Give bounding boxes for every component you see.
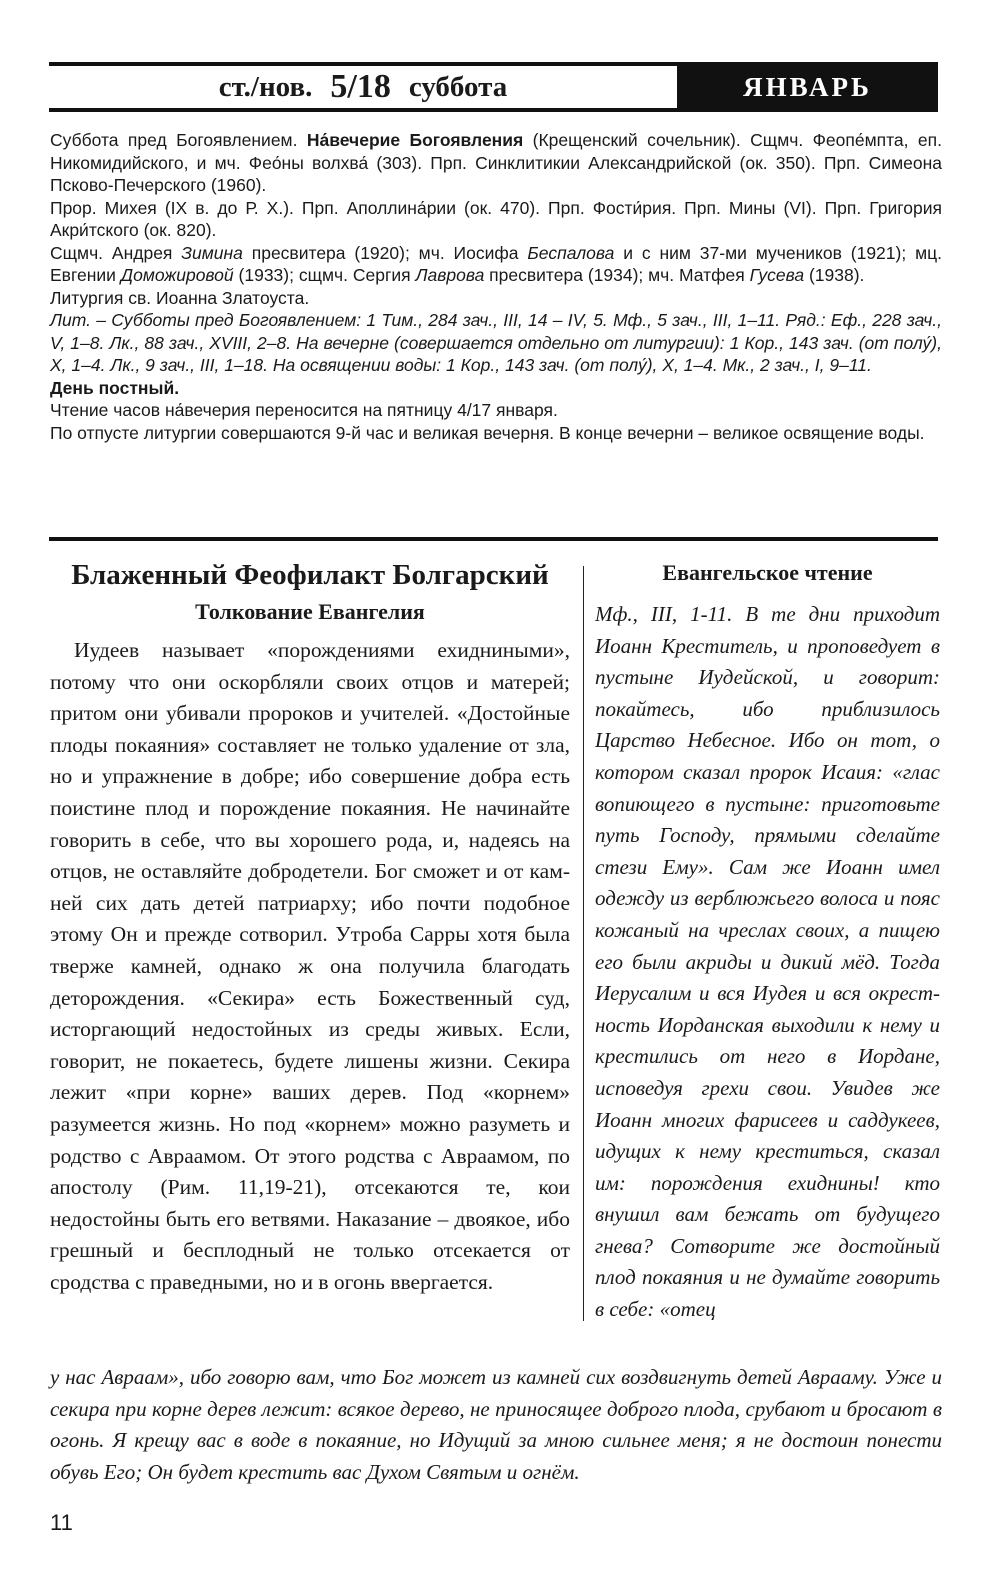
info-paragraph: Литургия св. Иоанна Златоуста.	[50, 287, 310, 308]
column-divider	[583, 566, 584, 1321]
commentary-subtitle: Толкование Евангелия	[195, 599, 425, 624]
gospel-title: Евангельское чтение	[662, 560, 873, 585]
header-weekday: суббота	[408, 70, 508, 103]
header-date-block	[49, 66, 677, 108]
fast-day-label: День постный.	[50, 377, 180, 398]
readings-paragraph: Лит. – Субботы пред Богоявлением: 1 Тим., 284 зач., III, 14 – IV, 5. Мф., 5 зач., III, 1–11. Ряд.: Еф., 228 зач., V, 1–8. Лк., 88 зач., XVIII, 2–8. На вечерне (совершается отдельно от литургии): 1 Кор., 143 зач. (от полу́), X, 1–4. Лк., 9 зач., III, 1–18. На освящении воды: 1 Кор., 143 зач. (от полу́), X, 1–4. Мк., 2 зач., I, 9–11.	[50, 310, 942, 375]
page-number: 11	[50, 1510, 73, 1535]
info-paragraph: Прор. Михея (IX в. до Р. Х.). Прп. Аполлина́рии (ок. 470). Прп. Фости́рия. Прп. Мины (VI). Прп. Григория Акри́тского (ок. 820).	[50, 197, 942, 240]
gospel-column	[595, 555, 940, 1326]
gospel-text-continued: у нас Авраам», ибо говорю вам, что Бог может из камней сих воздвигнуть детей Аврааму. Уже и секира при корне дерев лежит: всякое дерево, не приносящее доброго плода, срубают и бросают в огонь. Я крещу вас в воде в покаяние, но Идущий за мною сильнее меня; я не достоин понести обувь Его; Он будет крестить вас Духом Святым и огнём.	[50, 1365, 942, 1484]
page-header	[49, 62, 938, 112]
commentary-text: Иудеев называет «порождениями ехидниными», потому что они оскорбляли своих отцов и матерей; притом они убивали пророков и учителей. «Достойные плоды покаяния» составляет не только удаление от зла, но и упражнение в добре; ибо совершение добра есть поистине плод и порождение покаяния. Не начинайте говорить в себе, что вы хорошего рода, и, надеясь на отцов, не оставляйте добродетели. Бог сможет и от камней сих дать детей патриарху; ибо почти подобное этому Он и прежде сотворил. Утроба Сарры хотя была тверже камней, однако ж она получила благодать деторождения. «Секира» есть Божественный суд, исторгающий недостойных из среды живых. Если, говорит, не покаетесь, будете лишены жизни. Секира лежит «при корне» ваших дерев. Под «корнем» разумеется жизнь. Но под «корнем» можно разуметь и родство с Авраамом. От этого родства с Авраамом, по апостолу (Рим. 11,19-21), отсекаются те, кои недостойны быть его ветвями. Наказание – двоякое, ибо грешный и бесплодный не только отсекается от сродства с праведными, но и в огонь ввергается.	[50, 638, 570, 1294]
gospel-text: Мф., III, 1-11. В те дни приходит Иоанн Креститель, и проповедует в пустыне Иудейской, и говорит: покайтесь, ибо приблизилось Царство Небесное. Ибо он тот, о котором сказал пророк Исаия: «глас вопиющего в пустыне: приготовьте путь Господу, прямыми сделайте стези Ему». Сам же Иоанн имел одежду из верблюжьего волоса и пояс кожаный на чреслах своих, а пищею его были акриды и дикий мёд. Тогда Иерусалим и вся Иудея и вся окрестность Иорданская выходили к нему и крестились от него в Иордане, исповедуя грехи свои. Увидев же Иоанн многих фарисеев и саддукеев, идущих к нему креститься, сказал им: порождения ехиднины! кто внушил вам бежать от будущего гнева? Сотворите же достойный плод покаяния и не думайте говорить в себе: «отец	[595, 602, 940, 1322]
section-divider	[49, 537, 938, 541]
header-month: ЯНВАРЬ	[677, 62, 938, 112]
liturgical-info	[50, 129, 942, 444]
commentary-title: Блаженный Феофилакт Болгарский	[71, 559, 549, 591]
header-date: 5/18	[330, 68, 391, 105]
info-paragraph: Сщмч. Андрея Зимина пресвитера (1920); мч. Иосифа Беспалова и с ним 37-ми мучеников (1921); мц. Евгении Доможировой (1933); сщмч. Сергия Лаврова пресвитера (1934); мч. Матфея Гусева (1938).	[50, 242, 942, 285]
header-style-label: ст./нов.	[218, 70, 313, 103]
commentary-column	[50, 555, 570, 1298]
info-paragraph: Суббота пред Богоявлением. На́вечерие Богоявления (Крещенский сочельник). Сщмч. Феопе́мпта, еп. Никомидийского, и мч. Фео́ны волхва́ (303). Прп. Синклитикии Александрийской (ок. 350). Прп. Симеона Псково-Печерского (1960).	[50, 130, 942, 195]
info-paragraph: По отпусте литургии совершаются 9-й час и великая вечерня. В конце вечерни – великое освящение воды.	[50, 422, 925, 443]
info-paragraph: Чтение часов на́вечерия переносится на пятницу 4/17 января.	[50, 400, 558, 420]
